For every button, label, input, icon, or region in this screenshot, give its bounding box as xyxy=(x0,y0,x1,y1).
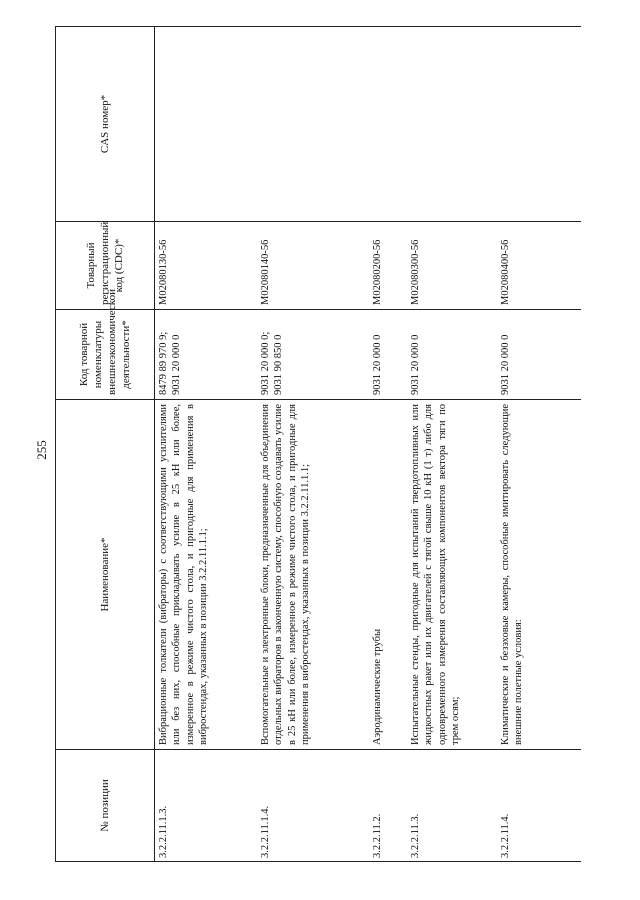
row-tnved: 9031 20 000 0 xyxy=(497,310,581,400)
row-name: Климатические и безэховые камеры, способные имитировать следующие внешние полетные условия: xyxy=(497,400,581,750)
row-cdc: M02080140-56 xyxy=(257,222,369,310)
table-row xyxy=(369,27,407,862)
row-tnved: 8479 89 970 9; 9031 20 000 0 xyxy=(155,310,258,400)
header-cdc: Товарный регистрационный код (CDC)* xyxy=(56,222,155,310)
table-row xyxy=(257,27,369,862)
row-cdc: M02080300-56 xyxy=(407,222,497,310)
page-number: 255 xyxy=(34,440,49,460)
row-cdc: M02080200-56 xyxy=(369,222,407,310)
row-name: Испытательные стенды, пригодные для испытаний твердотопливных или жидкостных ракет или их двигателей с тягой свыше 10 кН (1 т) либо для одновременного измерения составляющих компонентов вектора тяги по трем осям; xyxy=(407,400,497,750)
row-cas xyxy=(497,27,581,222)
row-tnved: 9031 20 000 0 xyxy=(369,310,407,400)
header-position: № позиции xyxy=(56,750,155,862)
header-cas: CAS номер* xyxy=(56,27,155,222)
row-position: 3.2.2.11.4. xyxy=(497,750,581,862)
row-position: 3.2.2.11.3. xyxy=(407,750,497,862)
row-name: Вибрационные толкатели (вибраторы) с соответствующими усилителями или без них, способные прикладывать усилие в 25 кН или более, измеренное в режиме чистого стола, и пригодные для применения в вибростендах, указанных в позиции 3.2.2.11.1.1; xyxy=(155,400,258,750)
table-row xyxy=(407,27,497,862)
row-name: Вспомогательные и электронные блоки, предназначенные для объединения отдельных вибраторов в законченную систему, способную создавать усилие в 25 кН или более, измеренное в режиме чистого стола, и пригодные для применения в вибростендах, указанных в позиции 3.2.2.11.1.1; xyxy=(257,400,369,750)
table-row xyxy=(155,27,258,862)
row-position: 3.2.2.11.1.4. xyxy=(257,750,369,862)
table-row xyxy=(497,27,581,862)
header-tnved: Код товарной номенклатуры внешнеэкономической деятельности* xyxy=(56,310,155,400)
row-cas xyxy=(369,27,407,222)
row-tnved: 9031 20 000 0; 9031 90 850 0 xyxy=(257,310,369,400)
row-cdc: M02080400-56 xyxy=(497,222,581,310)
row-cas xyxy=(257,27,369,222)
row-cas xyxy=(407,27,497,222)
header-row xyxy=(56,27,155,862)
row-name: Аэродинамические трубы xyxy=(369,400,407,750)
row-cas xyxy=(155,27,258,222)
header-name: Наименование* xyxy=(56,400,155,750)
row-position: 3.2.2.11.2. xyxy=(369,750,407,862)
row-cdc: M02080130-56 xyxy=(155,222,258,310)
items-table xyxy=(55,26,581,862)
row-tnved: 9031 20 000 0 xyxy=(407,310,497,400)
row-position: 3.2.2.11.1.3. xyxy=(155,750,258,862)
